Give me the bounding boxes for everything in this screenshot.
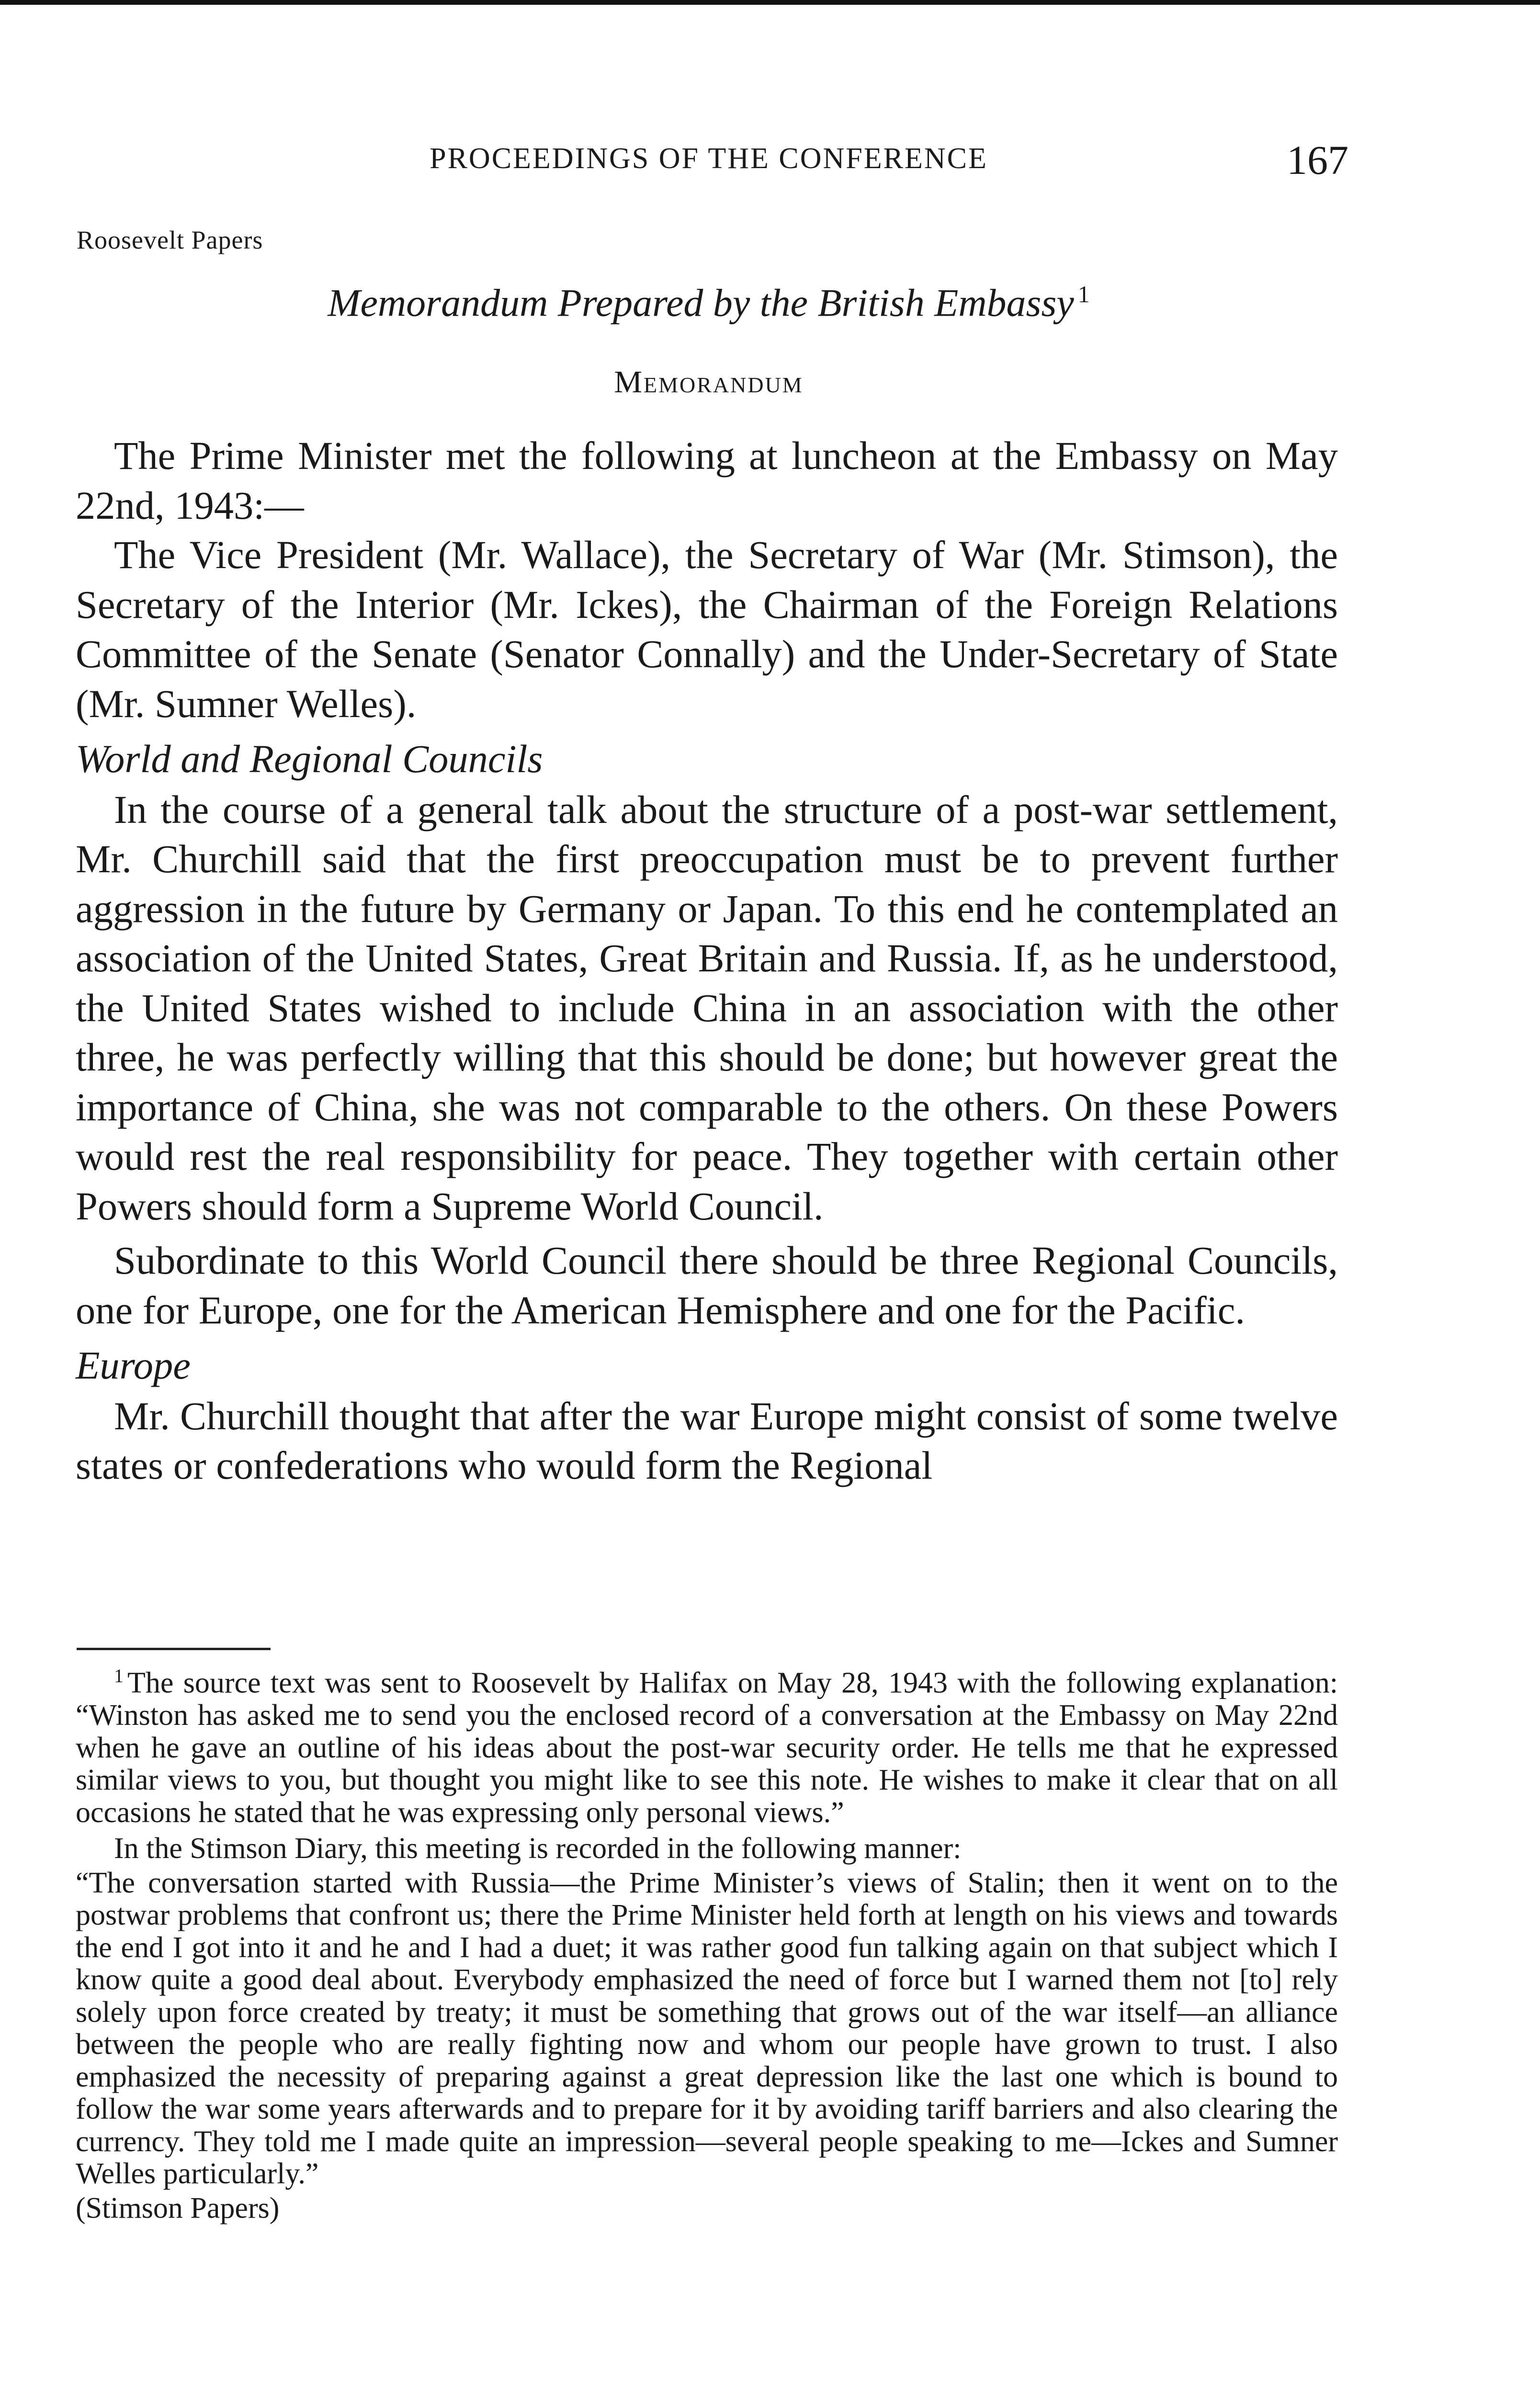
page-number: 167 xyxy=(1287,137,1348,183)
source-label: Roosevelt Papers xyxy=(77,226,263,254)
footnote-separator xyxy=(77,1648,271,1650)
document-title xyxy=(77,280,1341,325)
footnote-paragraph: In the Stimson Diary, this meeting is recorded in the following manner: xyxy=(114,1832,962,1865)
top-border-rule xyxy=(0,0,1540,5)
paragraph: Mr. Churchill thought that after the war Europe might consist of some twelve states or confederations who would form the Regional xyxy=(76,1393,1338,1487)
body-text xyxy=(76,431,1338,1491)
document-title-text: Memorandum Prepared by the British Embassy xyxy=(328,281,1074,325)
running-head xyxy=(77,137,1348,183)
footnote-marker: 1 xyxy=(1077,281,1090,308)
paragraph: In the course of a general talk about the structure of a post-war settlement, Mr. Churchill said that the first preoccupation must be to prevent further aggression in the future by Germany or Japan. To this end he contemplated an association of the United States, Great Britain and Russia. If, as he understood, the United States wished to include China in an association with the other three, he was perfectly willing that this should be done; but however great the importance of China, she was not comparable to the others. On these Powers would rest the real responsibility for peace. They together with certain other Powers should form a Supreme World Council. xyxy=(76,787,1338,1228)
paragraph: Subordinate to this World Council there should be three Regional Councils, one for Europe, one for the American Hemisphere and one for the Pacific. xyxy=(76,1238,1338,1332)
running-head-title: PROCEEDINGS OF THE CONFERENCE xyxy=(430,142,988,175)
paragraph: The Vice President (Mr. Wallace), the Secretary of War (Mr. Stimson), the Secretary of the Interior (Mr. Ickes), the Chairman of the Foreign Relations Committee of the Senate (Senator Connally) and the Under-Secretary of State (Mr. Sumner Welles). xyxy=(76,533,1338,726)
footnote-quote: “The conversation started with Russia—the Prime Minister’s views of Stalin; then it went on to the postwar problems that confront us; there the Prime Minister held forth at length on his views and towards the end I got into it and he and I had a duet; it was rather good fun talking again on that subject which I know quite a good deal about. Everybody emphasized the need of force but I warned them not [to] rely solely upon force created by treaty; it must be something that grows out of the war itself—an alliance between the people who are really fighting now and whom our people have grown to trust. I also emphasized the necessity of preparing against a great depression like the last one which is bound to follow the war some years afterwards and to prepare for it by avoiding tariff barriers and also clearing the currency. They told me I made quite an impression—several people speaking to me—Ickes and Sumner Welles particularly.” xyxy=(76,1866,1338,2190)
document-subtitle: Memorandum xyxy=(614,365,804,399)
footnote-citation: (Stimson Papers) xyxy=(76,2191,280,2224)
section-heading-europe: Europe xyxy=(76,1343,191,1387)
footnote-1 xyxy=(76,1660,1338,1829)
footnote-number: 1 xyxy=(114,1665,124,1687)
paragraph: The Prime Minister met the following at luncheon at the Embassy on May 22nd, 1943:— xyxy=(76,433,1338,527)
section-heading-world-regional-councils: World and Regional Councils xyxy=(76,737,543,781)
footnote-text: The source text was sent to Roosevelt by Halifax on May 28, 1943 with the following explanation: “Winston has asked me to send you the enclosed record of a conversation at the Embassy on May 22nd when he gave an outline of his ideas about the post-war security order. He tells me that he expressed similar views to you, but thought you might like to see this note. He wishes to make it clear that on all occasions he stated that he was expressing only personal views.” xyxy=(76,1666,1338,1829)
footnotes xyxy=(76,1660,1338,2224)
